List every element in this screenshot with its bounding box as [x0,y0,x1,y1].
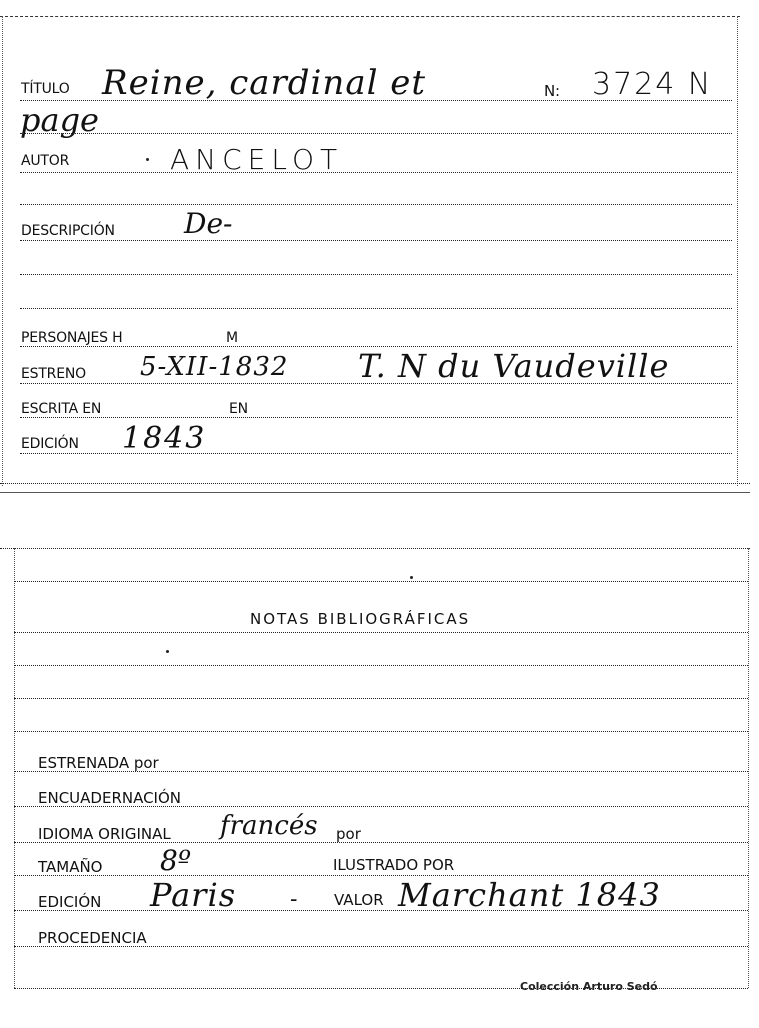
edicion2-rule [14,910,748,911]
estrenada-rule [14,771,748,772]
descripcion-rule-3 [20,308,732,309]
collection-footer: Colección Arturo Sedó [520,980,658,993]
card-left-edge [2,16,3,486]
titulo-value-line1: Reine, cardinal et [102,63,427,103]
card-right-edge [737,16,738,486]
edicion-value: 1843 [122,421,207,456]
descripcion-rule [20,240,732,241]
valor-label: VALOR [334,891,384,909]
escrita-label: ESCRITA EN [21,401,102,417]
card2-left-edge [14,548,15,988]
edicion2-value: Paris [150,876,237,914]
numero-value: 3724 N [592,67,713,102]
autor-value: ANCELOT [170,143,344,176]
card2-right-edge [748,548,749,988]
card-cut-line [0,492,750,493]
escrita-rule [20,417,732,418]
procedencia-label: PROCEDENCIA [38,929,147,947]
card2-rule-4 [14,698,748,699]
descripcion-rule-2 [20,274,732,275]
card2-top-edge [0,548,750,549]
card2-bottom-edge [14,988,748,989]
autor-rule [20,172,732,173]
card2-rule-3 [14,665,748,666]
titulo-rule [20,100,732,101]
catalog-card-top [0,0,759,495]
edicion2-dash: - [290,887,298,912]
ink-dot [410,576,413,579]
ink-dot [146,158,149,161]
descripcion-value: De- [184,207,233,240]
ilustrado-label: ILUSTRADO POR [333,856,455,874]
autor-label: AUTOR [21,153,70,169]
encuadernacion-rule [14,806,748,807]
titulo-label: TÍTULO [21,81,70,97]
encuadernacion-label: ENCUADERNACIÓN [38,789,182,807]
titulo-rule-2 [20,133,732,134]
valor-value: Marchant 1843 [398,876,661,914]
estreno-date: 5-XII-1832 [140,352,289,382]
card-bottom-edge [0,483,750,484]
estreno-rule [20,383,732,384]
card2-rule-2 [14,632,748,633]
procedencia-rule [14,946,748,947]
personajes-m-label: M [226,330,238,346]
personajes-label: PERSONAJES H [21,330,123,346]
edicion2-label: EDICIÓN [38,893,102,911]
estreno-label: ESTRENO [21,366,86,382]
blank-rule-1 [20,204,732,205]
catalog-card-bottom [0,545,759,1028]
en-label: EN [229,401,248,417]
idioma-label: IDIOMA ORIGINAL [38,825,171,843]
estreno-theatre: T. N du Vaudeville [358,347,670,385]
edicion-label: EDICIÓN [21,436,79,452]
descripcion-label: DESCRIPCIÓN [21,223,115,239]
titulo-value-line2: page [20,101,99,139]
estrenada-label: ESTRENADA por [38,754,159,772]
idioma-value: francés [220,811,318,841]
card2-rule-5 [14,731,748,732]
tamano-value: 8º [160,844,191,877]
idioma-por-label: por [336,825,361,843]
card2-rule-1 [14,581,748,582]
notas-heading: NOTAS BIBLIOGRÁFICAS [250,610,471,628]
numero-label: N: [544,82,560,100]
edicion-rule [20,453,732,454]
tamano-label: TAMAÑO [38,858,103,876]
ink-dot [166,650,169,653]
card-top-edge [0,16,740,17]
idioma-rule [14,842,748,843]
